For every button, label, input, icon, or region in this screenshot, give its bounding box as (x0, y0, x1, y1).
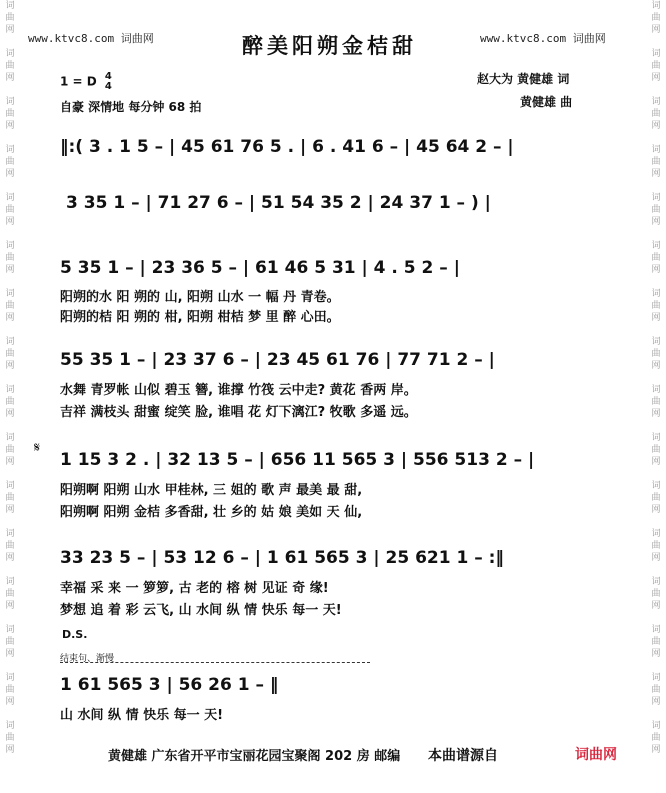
watermark-char: 网 (5, 553, 15, 563)
watermark-char: 词 (651, 241, 661, 251)
watermark-char: 网 (651, 313, 661, 323)
watermark-char: 词 (651, 625, 661, 635)
watermark-gap (648, 708, 664, 720)
notation-line-1: ‖:( 3 . 1 5 – | 45 61 76 5 . | 6 . 41 6 – | 45 64 2 – | (60, 137, 514, 157)
watermark-char: 词 (651, 145, 661, 155)
watermark-char: 曲 (5, 493, 15, 503)
watermark-char: 曲 (5, 445, 15, 455)
watermark-char: 网 (5, 409, 15, 419)
time-signature (105, 72, 112, 92)
watermark-char: 词 (5, 673, 15, 683)
site-url-left: www.ktvc8.com 词曲网 (28, 32, 154, 45)
watermark-gap (2, 84, 18, 96)
source-note: 本曲谱源自 (428, 748, 498, 764)
watermark-gap (2, 756, 18, 768)
watermark-gap (2, 420, 18, 432)
composer: 黄健雄 曲 (520, 95, 573, 109)
watermark-char: 曲 (651, 733, 661, 743)
watermark-gap (648, 516, 664, 528)
watermark-char: 网 (651, 73, 661, 83)
watermark-char: 词 (651, 577, 661, 587)
watermark-char: 网 (651, 409, 661, 419)
watermark-gap (2, 660, 18, 672)
watermark-char: 网 (651, 169, 661, 179)
watermark-char: 网 (651, 217, 661, 227)
watermark-gap (648, 660, 664, 672)
lyric-line-4: 吉祥 满枝头 甜蜜 绽笑 脸, 谁唱 花 灯下漓江? 牧歌 多遥 远。 (60, 405, 417, 420)
lyricist: 赵大为 黄健雄 词 (477, 72, 570, 86)
watermark-char: 词 (5, 721, 15, 731)
watermark-char: 网 (5, 313, 15, 323)
brand-logo: 词曲网 (575, 747, 617, 763)
watermark-gap (648, 324, 664, 336)
watermark-char: 曲 (5, 349, 15, 359)
notation-line-4: 55 35 1 – | 23 37 6 – | 23 45 61 76 | 77 71 2 – | (60, 350, 495, 370)
watermark-char: 词 (5, 577, 15, 587)
watermark-char: 曲 (5, 637, 15, 647)
watermark-char: 网 (5, 265, 15, 275)
watermark-char: 词 (5, 625, 15, 635)
watermark-char: 网 (5, 361, 15, 371)
watermark-gap (648, 180, 664, 192)
watermark-char: 词 (651, 673, 661, 683)
notation-line-3: 5 35 1 – | 23 36 5 – | 61 46 5 31 | 4 . 5 2 – | (60, 258, 460, 278)
watermark-char: 网 (651, 457, 661, 467)
ds-marking: D.S. (62, 628, 88, 641)
lyric-line-3: 水舞 青罗帐 山似 碧玉 簪, 谁撑 竹筏 云中走? 黄花 香两 岸。 (60, 383, 417, 398)
notation-line-2: 3 35 1 – | 71 27 6 – | 51 54 35 2 | 24 37 1 – ) | (66, 193, 491, 213)
watermark-char: 词 (651, 385, 661, 395)
watermark-gap (648, 468, 664, 480)
watermark-char: 曲 (5, 733, 15, 743)
watermark-char: 曲 (651, 493, 661, 503)
right-watermark (648, 0, 664, 793)
watermark-char: 网 (651, 361, 661, 371)
coda-dashline (60, 662, 370, 663)
watermark-char: 曲 (651, 157, 661, 167)
watermark-gap (2, 468, 18, 480)
watermark-char: 词 (651, 49, 661, 59)
watermark-char: 网 (651, 505, 661, 515)
lyric-line-2: 阳朔的桔 阳 朔的 柑, 阳朔 柑桔 梦 里 醉 心田。 (60, 310, 340, 325)
tempo-marking: 自豪 深情地 每分钟 68 拍 (60, 100, 202, 114)
watermark-gap (2, 564, 18, 576)
lyric-line-1: 阳朔的水 阳 朔的 山, 阳朔 山水 一 幅 丹 青卷。 (60, 290, 340, 305)
watermark-gap (2, 516, 18, 528)
notation-line-5: 1 15 3 2 . | 32 13 5 – | 656 11 565 3 | 556 513 2 – | (60, 450, 535, 470)
watermark-char: 网 (651, 601, 661, 611)
watermark-char: 网 (5, 505, 15, 515)
watermark-char: 曲 (651, 589, 661, 599)
watermark-char: 网 (651, 265, 661, 275)
watermark-char: 词 (5, 49, 15, 59)
watermark-char: 词 (5, 289, 15, 299)
key-signature (60, 72, 112, 92)
time-bottom: 4 (104, 81, 112, 92)
coda-label: 结束句、渐慢 (60, 654, 115, 664)
lyric-line-7: 幸福 采 来 一 箩箩, 古 老的 榕 树 见证 奇 缘! (60, 581, 329, 596)
notation-line-6: 33 23 5 – | 53 12 6 – | 1 61 565 3 | 25 621 1 – :‖ (60, 548, 504, 568)
watermark-char: 词 (5, 337, 15, 347)
watermark-char: 曲 (5, 109, 15, 119)
watermark-char: 网 (5, 169, 15, 179)
watermark-gap (2, 228, 18, 240)
watermark-char: 网 (651, 25, 661, 35)
watermark-gap (648, 84, 664, 96)
watermark-char: 网 (651, 649, 661, 659)
watermark-char: 词 (651, 97, 661, 107)
watermark-char: 曲 (5, 685, 15, 695)
watermark-gap (2, 276, 18, 288)
watermark-char: 词 (5, 1, 15, 11)
notation-line-7: 1 61 565 3 | 56 26 1 – ‖ (60, 675, 279, 695)
song-title: 醉美阳朔金桔甜 (242, 33, 417, 58)
watermark-char: 网 (5, 601, 15, 611)
watermark-char: 曲 (651, 685, 661, 695)
watermark-char: 曲 (651, 397, 661, 407)
watermark-char: 词 (651, 481, 661, 491)
time-top: 4 (104, 71, 112, 82)
lyric-line-6: 阳朔啊 阳朔 金桔 多香甜, 壮 乡的 姑 娘 美如 天 仙, (60, 505, 363, 520)
watermark-char: 网 (651, 121, 661, 131)
watermark-char: 网 (5, 457, 15, 467)
watermark-char: 曲 (651, 253, 661, 263)
watermark-char: 词 (651, 529, 661, 539)
watermark-gap (648, 420, 664, 432)
watermark-char: 词 (651, 193, 661, 203)
watermark-char: 词 (5, 145, 15, 155)
watermark-char: 词 (651, 289, 661, 299)
watermark-char: 曲 (5, 589, 15, 599)
watermark-gap (2, 180, 18, 192)
watermark-char: 曲 (651, 61, 661, 71)
watermark-char: 曲 (651, 13, 661, 23)
watermark-char: 词 (5, 385, 15, 395)
watermark-char: 曲 (651, 349, 661, 359)
watermark-gap (648, 372, 664, 384)
watermark-char: 网 (5, 25, 15, 35)
watermark-char: 词 (5, 481, 15, 491)
watermark-char: 词 (5, 97, 15, 107)
watermark-char: 网 (5, 73, 15, 83)
watermark-char: 网 (5, 697, 15, 707)
lyric-line-8: 梦想 追 着 彩 云飞, 山 水间 纵 情 快乐 每一 天! (60, 603, 342, 618)
segno-icon: 𝄋 (34, 440, 41, 456)
watermark-char: 网 (651, 697, 661, 707)
watermark-gap (2, 372, 18, 384)
watermark-char: 曲 (5, 541, 15, 551)
watermark-char: 曲 (5, 157, 15, 167)
watermark-char: 词 (5, 529, 15, 539)
watermark-char: 词 (651, 721, 661, 731)
watermark-char: 曲 (651, 637, 661, 647)
watermark-gap (648, 612, 664, 624)
watermark-char: 词 (651, 337, 661, 347)
watermark-gap (648, 276, 664, 288)
watermark-char: 曲 (5, 205, 15, 215)
watermark-gap (2, 36, 18, 48)
watermark-gap (2, 708, 18, 720)
left-watermark (2, 0, 18, 793)
watermark-char: 曲 (5, 397, 15, 407)
watermark-char: 网 (651, 553, 661, 563)
key-prefix: 1 = D (60, 74, 97, 89)
watermark-char: 网 (5, 649, 15, 659)
watermark-char: 词 (651, 433, 661, 443)
watermark-char: 曲 (5, 61, 15, 71)
watermark-char: 词 (5, 241, 15, 251)
watermark-gap (2, 324, 18, 336)
watermark-char: 曲 (651, 445, 661, 455)
watermark-char: 网 (5, 121, 15, 131)
watermark-gap (648, 564, 664, 576)
watermark-gap (648, 36, 664, 48)
lyric-line-9: 山 水间 纵 情 快乐 每一 天! (60, 708, 224, 723)
lyric-line-5: 阳朔啊 阳朔 山水 甲桂林, 三 姐的 歌 声 最美 最 甜, (60, 483, 363, 498)
author-address: 黄健雄 广东省开平市宝丽花园宝聚阁 202 房 邮编 (108, 749, 401, 764)
watermark-char: 曲 (5, 301, 15, 311)
watermark-char: 曲 (651, 541, 661, 551)
site-url-right: www.ktvc8.com 词曲网 (480, 32, 606, 45)
watermark-char: 网 (5, 745, 15, 755)
watermark-char: 网 (651, 745, 661, 755)
watermark-gap (648, 756, 664, 768)
watermark-char: 曲 (5, 13, 15, 23)
watermark-char: 词 (651, 1, 661, 11)
watermark-gap (2, 612, 18, 624)
watermark-char: 词 (5, 433, 15, 443)
watermark-gap (648, 132, 664, 144)
watermark-gap (648, 228, 664, 240)
watermark-char: 曲 (651, 205, 661, 215)
watermark-char: 词 (5, 193, 15, 203)
watermark-gap (2, 132, 18, 144)
watermark-char: 网 (5, 217, 15, 227)
watermark-char: 曲 (5, 253, 15, 263)
watermark-char: 曲 (651, 301, 661, 311)
watermark-char: 曲 (651, 109, 661, 119)
